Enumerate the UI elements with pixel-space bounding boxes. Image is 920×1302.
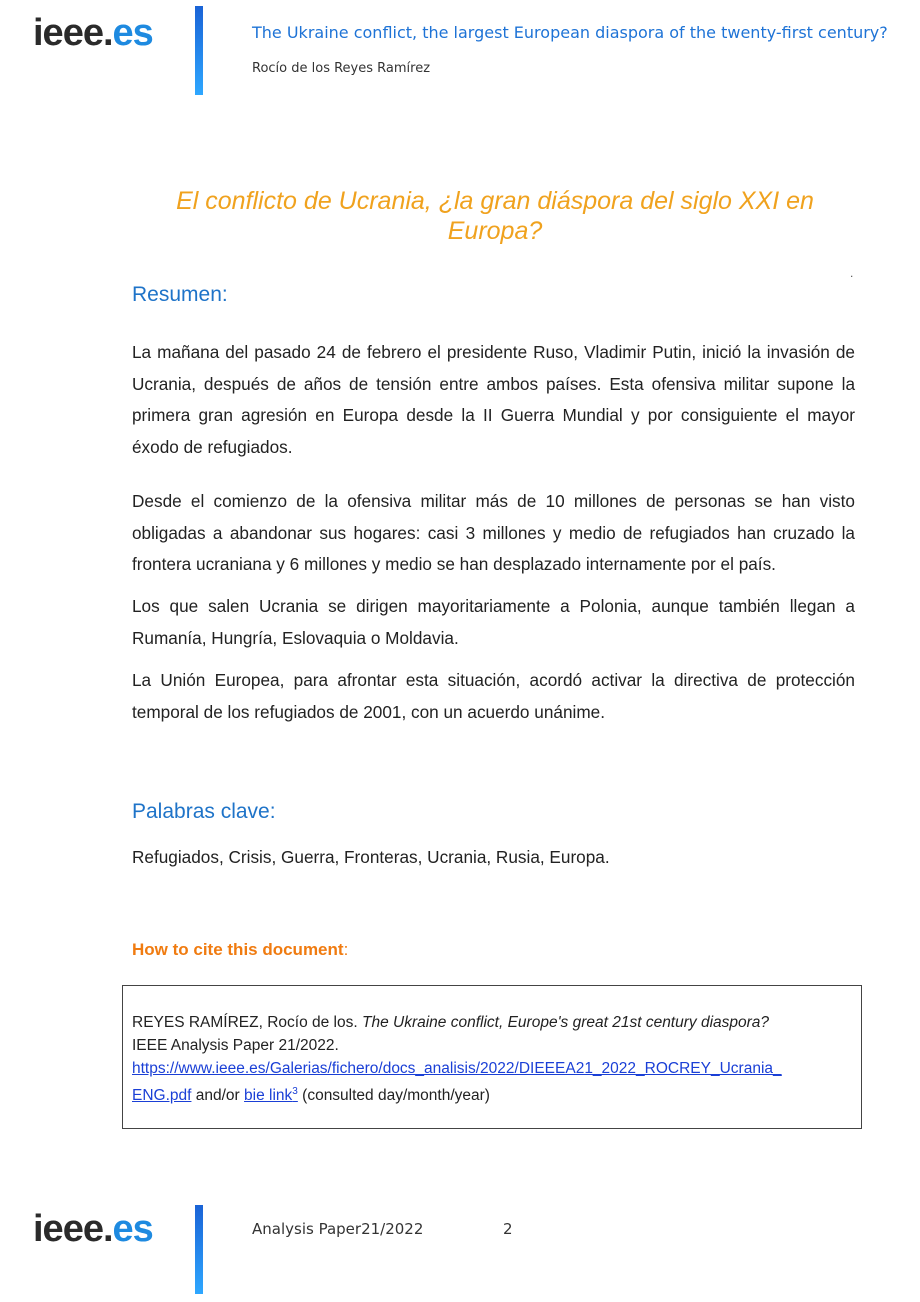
abstract-paragraph: La mañana del pasado 24 de febrero el presidente Ruso, Vladimir Putin, inició la invasión de Ucrania, después de años de tensión entre ambos países. Esta ofensiva militar supone la primera gran agresión en Europa desde la II Guerra Mundial y por consiguiente el mayor éxodo de refugiados. xyxy=(132,342,855,457)
citation-url-link[interactable]: https://www.ieee.es/Galerias/fichero/docs_analisis/2022/DIEEEA21_2022_ROCREY_Ucrania_ ENG.pdf xyxy=(132,1060,782,1105)
page-number: 2 xyxy=(503,1220,513,1238)
article-title: El conflicto de Ucrania, ¿la gran diáspora del siglo XXI en Europa? xyxy=(176,187,814,245)
cite-heading: How to cite this document: xyxy=(132,940,349,959)
abstract-heading: Resumen: xyxy=(132,283,228,306)
bie-link[interactable]: bie link$^3$ xyxy=(244,1086,298,1105)
header-divider xyxy=(195,6,203,95)
running-author: Rocío de los Reyes Ramírez xyxy=(252,61,431,76)
running-title: The Ukraine conflict, the largest European diaspora of the twenty-first century? xyxy=(252,23,888,42)
citation-author: REYES RAMÍREZ, Rocío de los. xyxy=(132,1014,358,1031)
citation-series: IEEE Analysis Paper 21/2022. xyxy=(132,1037,339,1054)
keywords-heading: Palabras clave: xyxy=(132,800,276,823)
ieee-logo: ieee.es xyxy=(33,12,153,54)
citation-work-title: The Ukraine conflict, Europe's great 21st century diaspora? xyxy=(362,1014,770,1031)
footer-divider xyxy=(195,1205,203,1294)
stray-dot: . xyxy=(850,266,854,280)
keywords-text: Refugiados, Crisis, Guerra, Fronteras, Ucrania, Rusia, Europa. xyxy=(132,847,610,867)
citation-text: REYES RAMÍREZ, Rocío de los. The Ukraine conflict, Europe's great 21st century diaspora? IEEE Analysis Paper 21/2022. https://www.ieee.es/Galerias/fichero/docs_analisis/2022/DIEEEA21_2022_ROCREY_Ucrania_ ENG.pdf and/or bie link$^3$ (consulted day/month/year) xyxy=(132,1014,782,1105)
abstract-paragraph: Los que salen Ucrania se dirigen mayoritariamente a Polonia, aunque también llegan a Rumanía, Hungría, Eslovaquia o Moldavia. xyxy=(132,596,855,648)
ieee-logo-footer: ieee.es xyxy=(33,1208,153,1250)
abstract-paragraph: Desde el comienzo de la ofensiva militar más de 10 millones de personas se han visto obligadas a abandonar sus hogares: casi 3 millones y medio de refugiados han cruzado la frontera ucraniana y 6 millones y medio se han desplazado internamente por el país. xyxy=(132,491,855,574)
abstract-paragraph: La Unión Europea, para afrontar esta situación, acordó activar la directiva de protección temporal de los refugiados de 2001, con un acuerdo unánime. xyxy=(132,670,855,722)
footer-paper-label: Analysis Paper21/2022 xyxy=(252,1220,424,1238)
